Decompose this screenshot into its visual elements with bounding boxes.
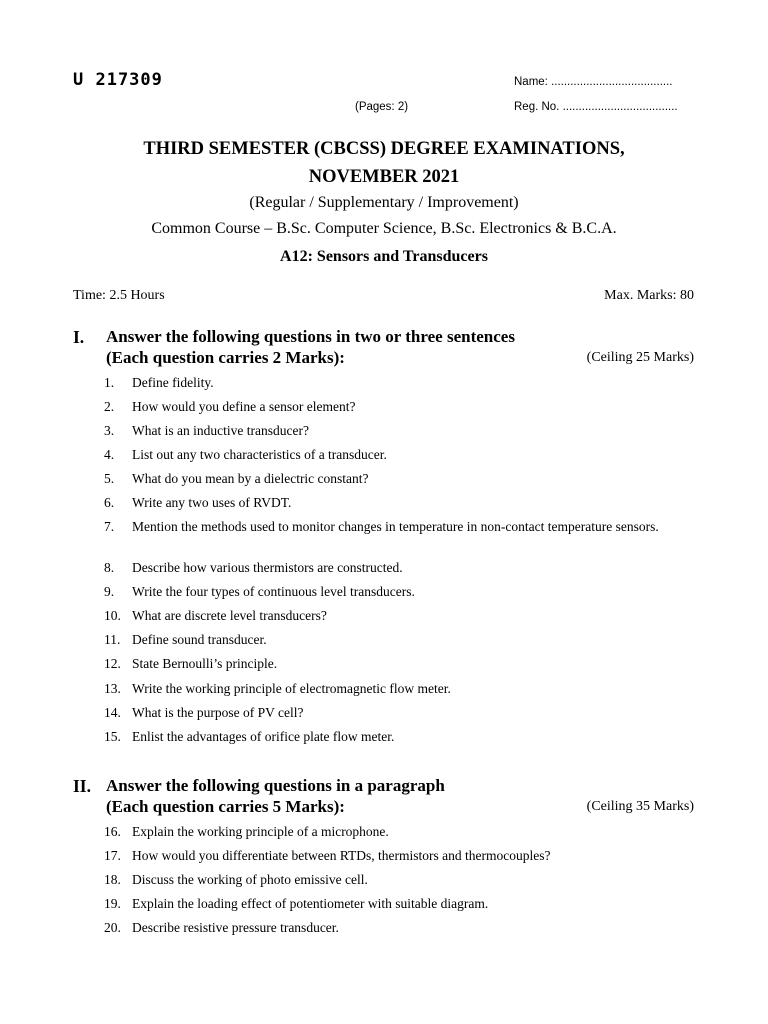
question-item xyxy=(104,518,694,536)
question-text: Write any two uses of RVDT. xyxy=(132,495,292,510)
question-number: 16. xyxy=(104,824,121,839)
course-name: Common Course – B.Sc. Computer Science, B.Sc. Electronics & B.C.A. xyxy=(151,220,617,237)
question-number: 20. xyxy=(104,920,121,935)
reg-no-field-label: Reg. No. .................................... xyxy=(514,101,678,113)
question-item xyxy=(104,895,694,913)
section-numeral: II. xyxy=(73,776,91,796)
question-item xyxy=(104,871,694,889)
question-item xyxy=(104,680,694,698)
question-text: Define sound transducer. xyxy=(132,632,267,647)
question-number: 11. xyxy=(104,632,121,647)
question-text: How would you define a sensor element? xyxy=(132,399,356,414)
question-item xyxy=(104,374,694,392)
question-number: 9. xyxy=(104,584,115,599)
question-number: 18. xyxy=(104,872,121,887)
question-item xyxy=(104,847,694,865)
question-number: 19. xyxy=(104,896,121,911)
section-ceiling: (Ceiling 35 Marks) xyxy=(586,799,694,814)
question-item xyxy=(104,704,694,722)
question-number: 4. xyxy=(104,447,115,462)
max-marks: Max. Marks: 80 xyxy=(604,288,694,303)
question-text: Write the working principle of electromagnetic flow meter. xyxy=(132,681,451,696)
section-subheading: (Each question carries 2 Marks): xyxy=(106,348,345,367)
question-item xyxy=(104,494,694,512)
question-text: Discuss the working of photo emissive cell. xyxy=(132,872,368,887)
section-heading: Answer the following questions in a paragraph xyxy=(106,776,445,795)
paper-code: U 217309 xyxy=(73,70,163,90)
question-text: What is the purpose of PV cell? xyxy=(132,705,304,720)
question-number: 13. xyxy=(104,681,121,696)
question-text: Describe resistive pressure transducer. xyxy=(132,920,339,935)
question-number: 2. xyxy=(104,399,115,414)
question-text: Enlist the advantages of orifice plate flow meter. xyxy=(132,729,395,744)
question-text: What is an inductive transducer? xyxy=(132,423,309,438)
question-number: 10. xyxy=(104,608,121,623)
question-item xyxy=(104,607,694,625)
question-text: State Bernoulli’s principle. xyxy=(132,656,278,671)
question-number: 17. xyxy=(104,848,121,863)
exam-month-year: NOVEMBER 2021 xyxy=(308,167,460,187)
question-number: 1. xyxy=(104,375,115,390)
question-text: Mention the methods used to monitor changes in temperature in non-contact temperature sensors. xyxy=(132,519,659,534)
section-subheading: (Each question carries 5 Marks): xyxy=(106,797,345,816)
question-number: 6. xyxy=(104,495,115,510)
paper-title: A12: Sensors and Transducers xyxy=(280,248,488,265)
question-text: Describe how various thermistors are constructed. xyxy=(132,560,403,575)
question-item xyxy=(104,823,694,841)
question-text: Explain the working principle of a microphone. xyxy=(132,824,389,839)
question-item xyxy=(104,919,694,937)
question-number: 5. xyxy=(104,471,115,486)
question-item xyxy=(104,655,694,673)
question-number: 14. xyxy=(104,705,121,720)
question-item xyxy=(104,728,694,746)
question-text: What are discrete level transducers? xyxy=(132,608,327,623)
question-text: Explain the loading effect of potentiometer with suitable diagram. xyxy=(132,896,489,911)
section-numeral: I. xyxy=(73,327,85,347)
question-number: 3. xyxy=(104,423,115,438)
question-number: 15. xyxy=(104,729,121,744)
question-text: Define fidelity. xyxy=(132,375,214,390)
question-item xyxy=(104,446,694,464)
question-number: 12. xyxy=(104,656,121,671)
question-item xyxy=(104,422,694,440)
exam-type: (Regular / Supplementary / Improvement) xyxy=(249,194,519,211)
question-text: How would you differentiate between RTDs, thermistors and thermocouples? xyxy=(132,848,551,863)
page-count: (Pages: 2) xyxy=(355,101,409,113)
question-item xyxy=(104,559,694,577)
question-number: 8. xyxy=(104,560,115,575)
question-text: Write the four types of continuous level transducers. xyxy=(132,584,415,599)
question-item xyxy=(104,631,694,649)
exam-title: THIRD SEMESTER (CBCSS) DEGREE EXAMINATIONS, xyxy=(143,139,625,159)
section-ceiling: (Ceiling 25 Marks) xyxy=(586,350,694,365)
exam-time: Time: 2.5 Hours xyxy=(73,288,165,303)
name-field-label: Name: ...................................... xyxy=(514,76,673,88)
question-item xyxy=(104,398,694,416)
question-item xyxy=(104,583,694,601)
question-number: 7. xyxy=(104,519,115,534)
section-heading: Answer the following questions in two or three sentences xyxy=(106,327,515,346)
question-item xyxy=(104,470,694,488)
question-text: What do you mean by a dielectric constant? xyxy=(132,471,369,486)
question-text: List out any two characteristics of a transducer. xyxy=(132,447,387,462)
